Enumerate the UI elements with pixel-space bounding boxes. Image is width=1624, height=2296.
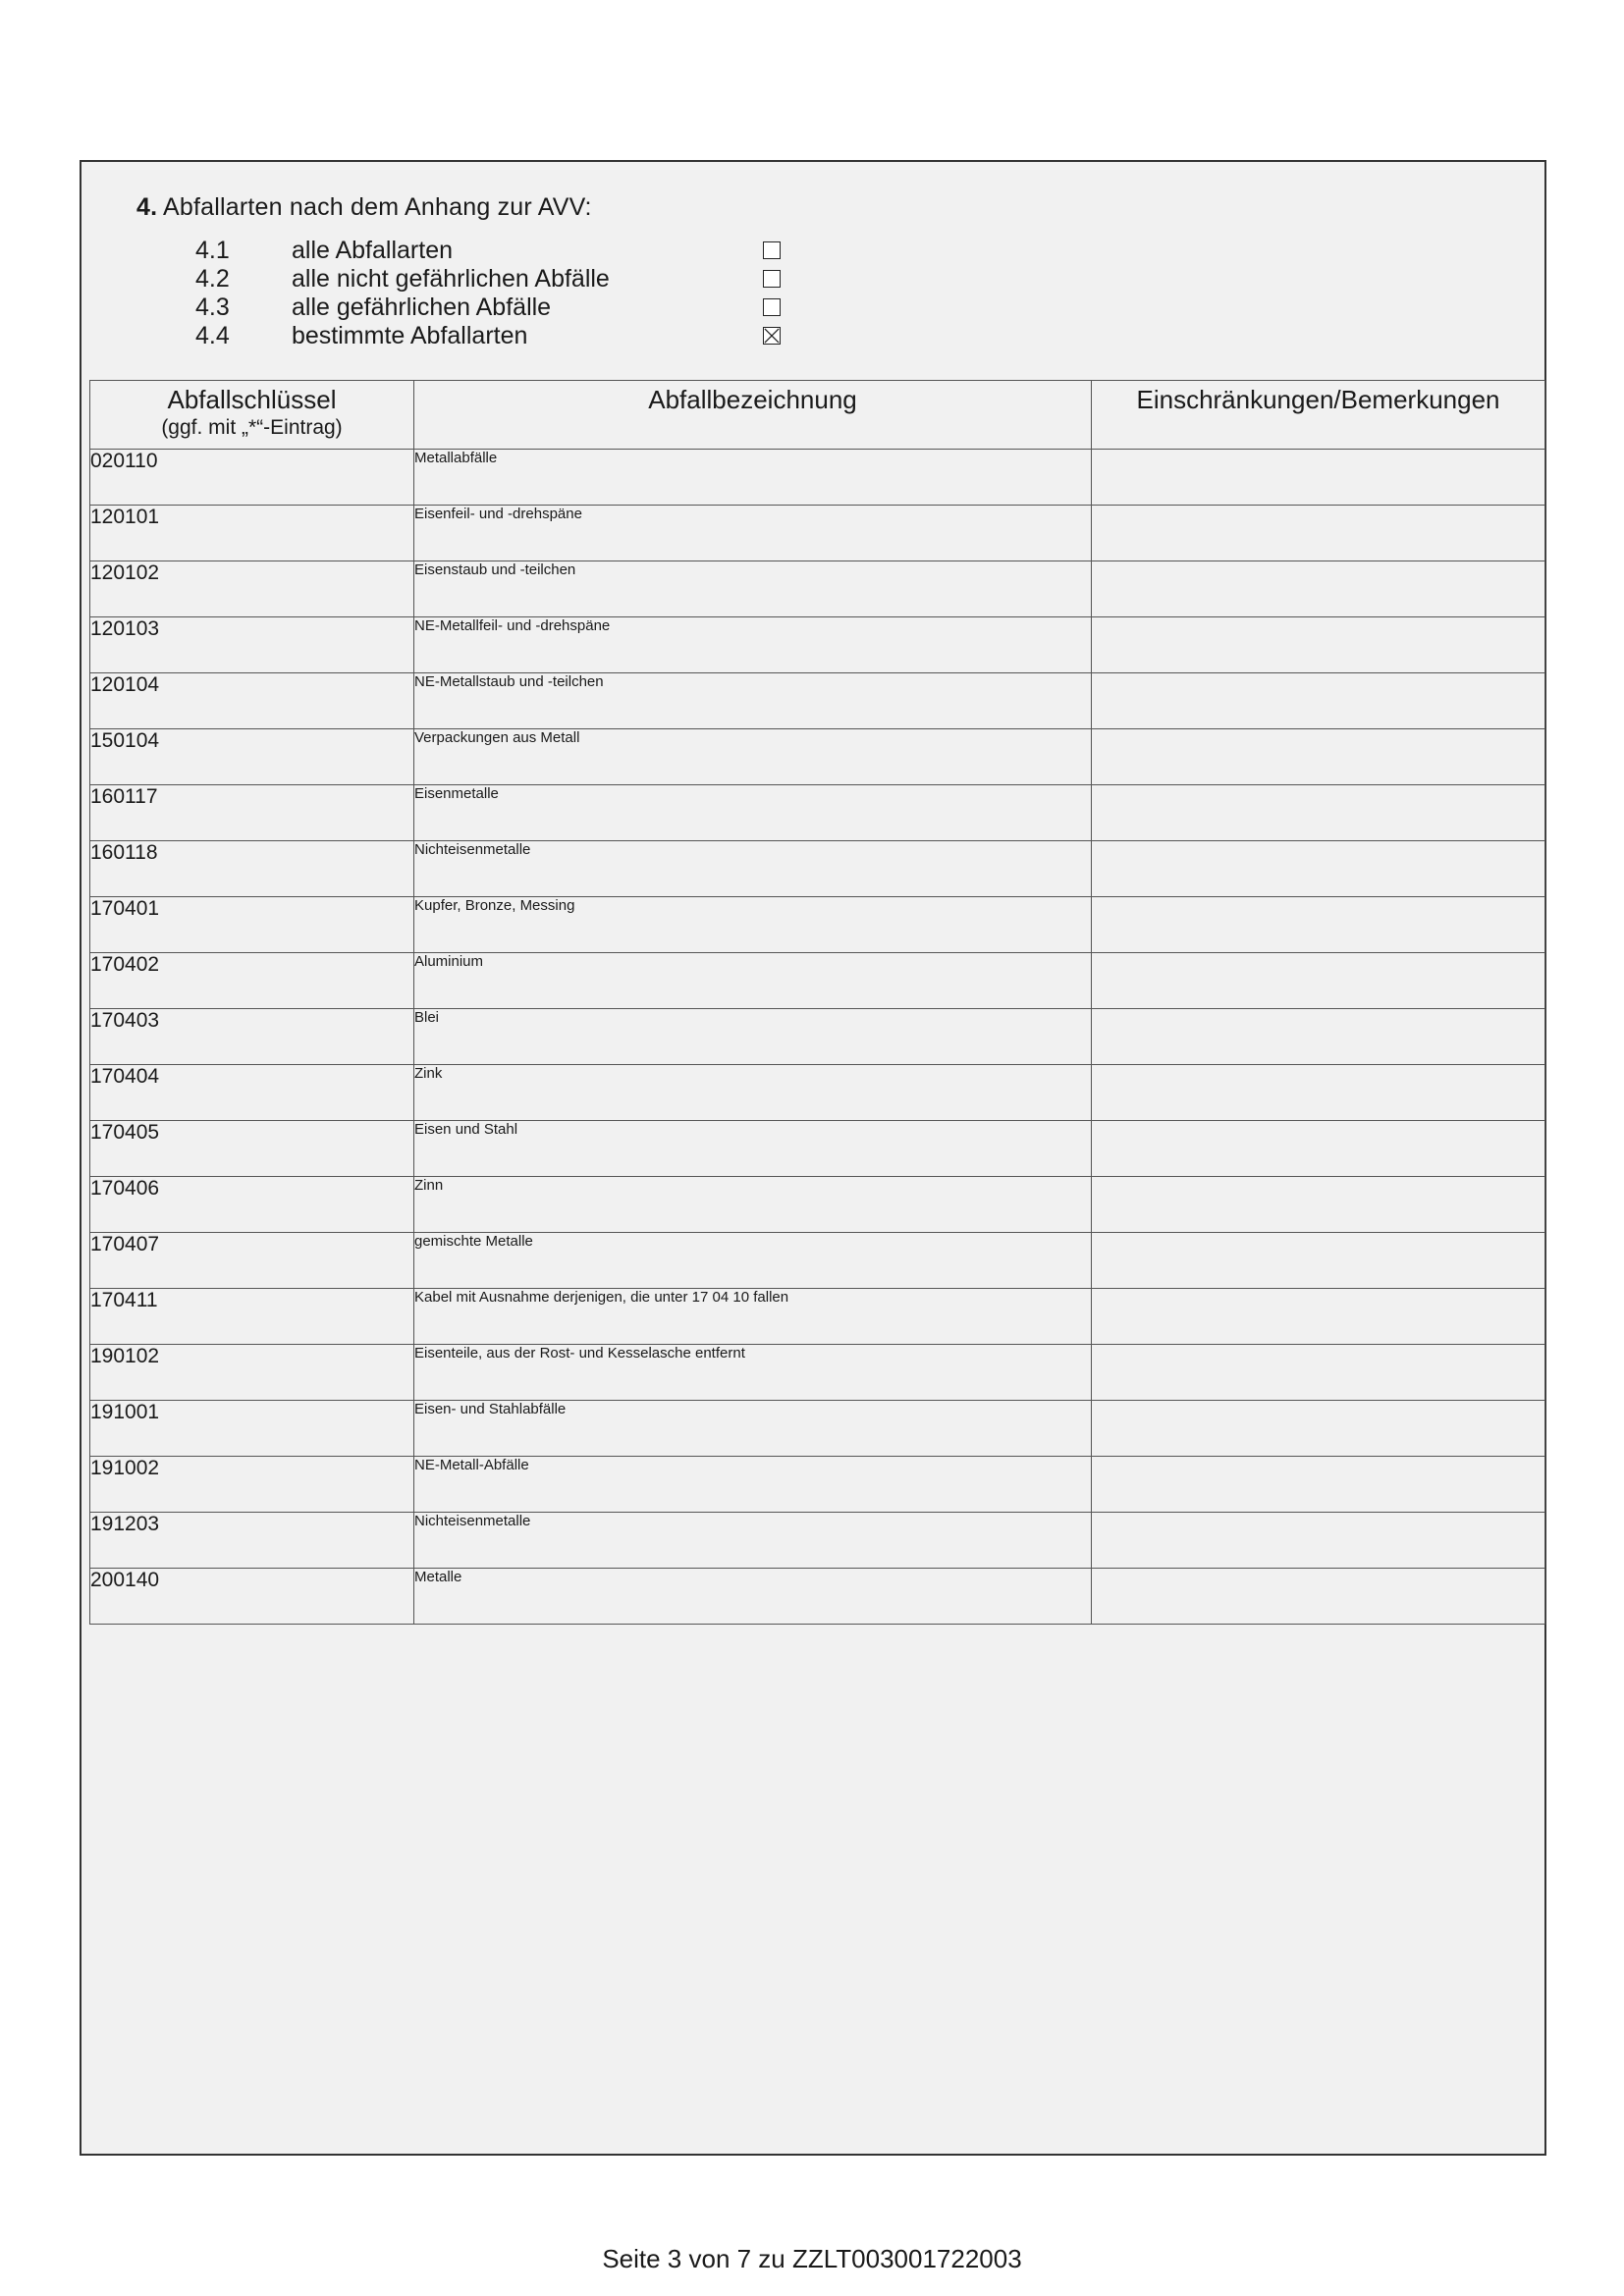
waste-key-cell: 170404 (90, 1065, 414, 1121)
checkbox-cross-icon (764, 328, 780, 344)
waste-remarks-cell (1092, 841, 1545, 897)
table-row (90, 1233, 1545, 1289)
option-code: 4.2 (195, 265, 230, 293)
table-header-row (90, 381, 1545, 450)
table-row (90, 1569, 1545, 1625)
waste-type-options (195, 237, 726, 350)
waste-description-cell: Kabel mit Ausnahme derjenigen, die unter 17 04 10 fallen (414, 1289, 1092, 1345)
waste-description-cell: Nichteisenmetalle (414, 1513, 1092, 1569)
table-body (90, 450, 1545, 1625)
waste-table (89, 380, 1545, 1625)
option-checkbox[interactable] (763, 327, 781, 345)
waste-key-cell: 200140 (90, 1569, 414, 1625)
header-key-label: Abfallschlüssel (167, 385, 337, 414)
waste-key-cell: 120103 (90, 617, 414, 673)
waste-description-cell: Eisenmetalle (414, 785, 1092, 841)
page-footer: Seite 3 von 7 zu ZZLT003001722003 (602, 2244, 1022, 2273)
waste-description-cell: Blei (414, 1009, 1092, 1065)
table-row (90, 953, 1545, 1009)
waste-remarks-cell (1092, 1569, 1545, 1625)
waste-remarks-cell (1092, 1009, 1545, 1065)
table-row (90, 450, 1545, 506)
option-label: alle gefährlichen Abfälle (292, 294, 552, 321)
waste-remarks-cell (1092, 450, 1545, 506)
waste-remarks-cell (1092, 785, 1545, 841)
option-checkbox[interactable] (763, 241, 781, 259)
table-row (90, 1121, 1545, 1177)
waste-description-cell: Eisenteile, aus der Rost- und Kesselasche entfernt (414, 1345, 1092, 1401)
waste-remarks-cell (1092, 1289, 1545, 1345)
table-row (90, 1457, 1545, 1513)
waste-key-cell: 170406 (90, 1177, 414, 1233)
header-key (90, 381, 414, 450)
waste-remarks-cell (1092, 1065, 1545, 1121)
waste-remarks-cell (1092, 561, 1545, 617)
option-checkbox[interactable] (763, 270, 781, 288)
section-title: Abfallarten nach dem Anhang zur AVV: (163, 193, 592, 221)
option-code: 4.3 (195, 294, 230, 321)
waste-key-cell: 170411 (90, 1289, 414, 1345)
waste-remarks-cell (1092, 1121, 1545, 1177)
waste-description-cell: Metalle (414, 1569, 1092, 1625)
header-description (414, 381, 1092, 450)
option-label: alle Abfallarten (292, 237, 454, 264)
waste-key-cell: 160118 (90, 841, 414, 897)
option-row (195, 265, 726, 294)
waste-remarks-cell (1092, 1457, 1545, 1513)
form-section-box (80, 160, 1546, 2156)
waste-remarks-cell (1092, 729, 1545, 785)
option-label: bestimmte Abfallarten (292, 322, 528, 349)
waste-description-cell: NE-Metallfeil- und -drehspäne (414, 617, 1092, 673)
waste-remarks-cell (1092, 1177, 1545, 1233)
table-row (90, 1513, 1545, 1569)
option-row (195, 294, 726, 322)
waste-description-cell: Zinn (414, 1177, 1092, 1233)
section-number: 4. (136, 193, 158, 221)
waste-description-cell: NE-Metall-Abfälle (414, 1457, 1092, 1513)
option-row (195, 237, 726, 265)
option-code: 4.1 (195, 237, 230, 264)
waste-key-cell: 170405 (90, 1121, 414, 1177)
header-remarks-label: Einschränkungen/Bemerkungen (1136, 385, 1500, 414)
waste-description-cell: Verpackungen aus Metall (414, 729, 1092, 785)
table-row (90, 841, 1545, 897)
waste-key-cell: 120101 (90, 506, 414, 561)
waste-key-cell: 020110 (90, 450, 414, 506)
waste-description-cell: Aluminium (414, 953, 1092, 1009)
waste-remarks-cell (1092, 673, 1545, 729)
table-row (90, 1009, 1545, 1065)
waste-key-cell: 160117 (90, 785, 414, 841)
table-row (90, 1065, 1545, 1121)
header-key-note: (ggf. mit „*“-Eintrag) (161, 416, 343, 439)
waste-description-cell: Nichteisenmetalle (414, 841, 1092, 897)
table-row (90, 729, 1545, 785)
waste-remarks-cell (1092, 1345, 1545, 1401)
waste-description-cell: Zink (414, 1065, 1092, 1121)
waste-key-cell: 190102 (90, 1345, 414, 1401)
waste-key-cell: 120104 (90, 673, 414, 729)
header-remarks (1092, 381, 1545, 450)
waste-remarks-cell (1092, 1401, 1545, 1457)
table-row (90, 1345, 1545, 1401)
table-row (90, 897, 1545, 953)
waste-key-cell: 170407 (90, 1233, 414, 1289)
waste-key-cell: 191001 (90, 1401, 414, 1457)
waste-description-cell: Eisen- und Stahlabfälle (414, 1401, 1092, 1457)
waste-description-cell: Eisen und Stahl (414, 1121, 1092, 1177)
table-row (90, 785, 1545, 841)
table-row (90, 617, 1545, 673)
waste-description-cell: gemischte Metalle (414, 1233, 1092, 1289)
waste-remarks-cell (1092, 1513, 1545, 1569)
waste-key-cell: 150104 (90, 729, 414, 785)
waste-remarks-cell (1092, 953, 1545, 1009)
table-row (90, 1401, 1545, 1457)
waste-key-cell: 170403 (90, 1009, 414, 1065)
waste-key-cell: 191002 (90, 1457, 414, 1513)
waste-remarks-cell (1092, 506, 1545, 561)
waste-remarks-cell (1092, 1233, 1545, 1289)
waste-key-cell: 170401 (90, 897, 414, 953)
waste-key-cell: 170402 (90, 953, 414, 1009)
option-checkbox[interactable] (763, 298, 781, 316)
table-row (90, 1177, 1545, 1233)
waste-remarks-cell (1092, 897, 1545, 953)
table-row (90, 561, 1545, 617)
waste-description-cell: NE-Metallstaub und -teilchen (414, 673, 1092, 729)
waste-key-cell: 120102 (90, 561, 414, 617)
table-row (90, 1289, 1545, 1345)
waste-description-cell: Metallabfälle (414, 450, 1092, 506)
table-row (90, 673, 1545, 729)
section-heading (136, 193, 592, 222)
waste-description-cell: Eisenstaub und -teilchen (414, 561, 1092, 617)
option-label: alle nicht gefährlichen Abfälle (292, 265, 610, 293)
waste-key-cell: 191203 (90, 1513, 414, 1569)
option-code: 4.4 (195, 322, 230, 349)
table-row (90, 506, 1545, 561)
header-description-label: Abfallbezeichnung (648, 385, 857, 414)
waste-remarks-cell (1092, 617, 1545, 673)
waste-description-cell: Eisenfeil- und -drehspäne (414, 506, 1092, 561)
waste-description-cell: Kupfer, Bronze, Messing (414, 897, 1092, 953)
option-row (195, 322, 726, 350)
